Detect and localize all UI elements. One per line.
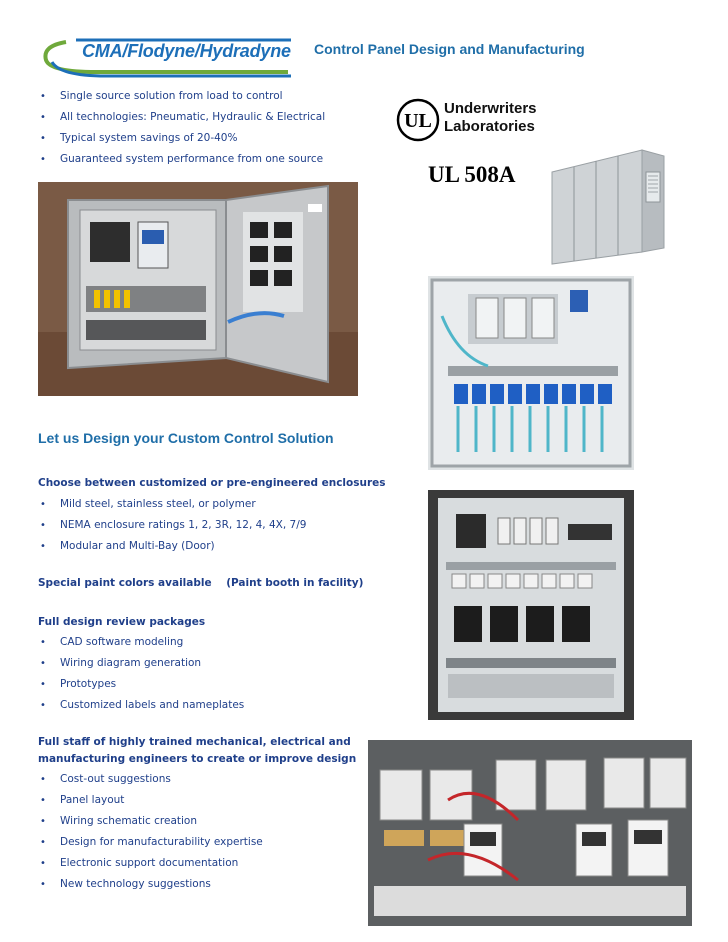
staff-heading-line2: manufacturing engineers to create or improve design bbox=[38, 753, 357, 765]
list-item: • Wiring schematic creation bbox=[38, 811, 263, 832]
list-item: • New technology suggestions bbox=[38, 874, 263, 895]
ul-line2: Laboratories bbox=[444, 118, 535, 135]
list-item: • All technologies: Pneumatic, Hydraulic & Electrical bbox=[38, 107, 325, 128]
list-item: • Design for manufacturability expertise bbox=[38, 832, 263, 853]
svg-text:UL: UL bbox=[404, 110, 432, 132]
ul-standard-label: UL 508A bbox=[428, 162, 516, 187]
review-list bbox=[38, 632, 244, 716]
list-item: • Prototypes bbox=[38, 674, 244, 695]
multi-bay-cabinet-photo bbox=[542, 142, 694, 266]
staff-list bbox=[38, 769, 263, 895]
open-enclosure-photo bbox=[38, 182, 358, 396]
enclosures-heading: Choose between customized or pre-engineered enclosures bbox=[38, 477, 386, 489]
company-logo bbox=[36, 32, 298, 80]
list-item: • Typical system savings of 20-40% bbox=[38, 128, 325, 149]
list-item: • Electronic support documentation bbox=[38, 853, 263, 874]
staff-heading-line1: Full staff of highly trained mechanical, electrical and bbox=[38, 736, 351, 748]
intro-bullet-list bbox=[38, 86, 325, 170]
electrical-panel-photo bbox=[428, 490, 634, 720]
list-item: • CAD software modeling bbox=[38, 632, 244, 653]
list-item: • Wiring diagram generation bbox=[38, 653, 244, 674]
list-item: • Modular and Multi-Bay (Door) bbox=[38, 536, 306, 557]
ul-mark-icon bbox=[396, 98, 440, 142]
review-heading: Full design review packages bbox=[38, 616, 206, 628]
list-item: • Single source solution from load to control bbox=[38, 86, 325, 107]
design-heading: Let us Design your Custom Control Solution bbox=[38, 430, 334, 446]
list-item: • Mild steel, stainless steel, or polymer bbox=[38, 494, 306, 515]
list-item: • Panel layout bbox=[38, 790, 263, 811]
contactor-closeup-photo bbox=[368, 740, 692, 926]
paint-heading: Special paint colors available (Paint booth in facility) bbox=[38, 577, 364, 589]
list-item: • Customized labels and nameplates bbox=[38, 695, 244, 716]
list-item: • Guaranteed system performance from one source bbox=[38, 149, 325, 170]
page-title: Control Panel Design and Manufacturing bbox=[314, 41, 585, 57]
list-item: • Cost-out suggestions bbox=[38, 769, 263, 790]
list-item: • NEMA enclosure ratings 1, 2, 3R, 12, 4, 4X, 7/9 bbox=[38, 515, 306, 536]
logo-text: CMA/Flodyne/Hydradyne bbox=[82, 41, 291, 61]
ul-logo bbox=[396, 98, 537, 144]
enclosures-list bbox=[38, 494, 306, 557]
ul-line1: Underwriters bbox=[444, 100, 537, 117]
pneumatic-panel-photo bbox=[428, 276, 634, 470]
